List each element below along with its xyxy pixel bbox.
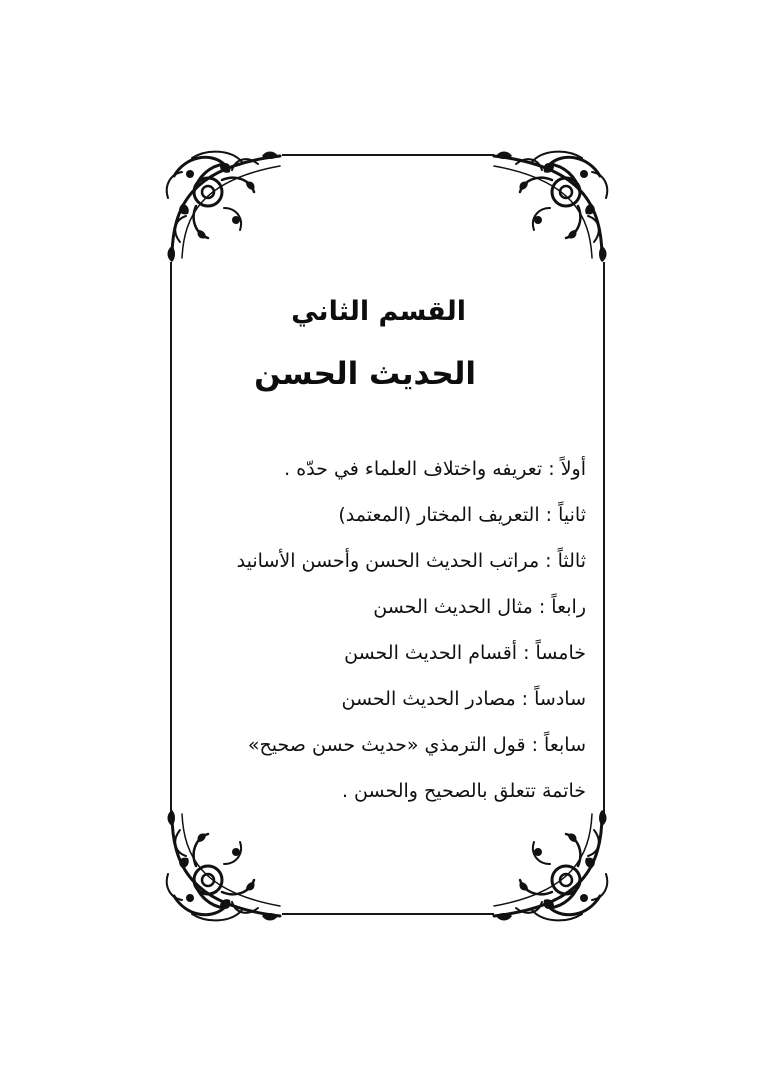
frame-right-line — [603, 262, 605, 822]
contents-item: ثانياً : التعريف المختار (المعتمد) — [338, 504, 586, 526]
corner-ornament-icon — [492, 806, 612, 926]
section-title: القسم الثاني — [291, 296, 466, 327]
corner-ornament-icon — [162, 146, 282, 266]
topic-title: الحديث الحسن — [254, 356, 476, 392]
frame-top-line — [282, 154, 494, 156]
contents-item: أولاً : تعريفه واختلاف العلماء في حدّه . — [284, 458, 586, 480]
contents-item: ثالثاً : مراتب الحديث الحسن وأحسن الأسانيد — [236, 550, 586, 572]
corner-ornament-icon — [492, 146, 612, 266]
contents-item: سابعاً : قول الترمذي «حديث حسن صحيح» — [247, 734, 586, 756]
frame-bottom-line — [282, 913, 494, 915]
corner-ornament-icon — [162, 806, 282, 926]
contents-item: سادساً : مصادر الحديث الحسن — [341, 688, 586, 710]
contents-item: رابعاً : مثال الحديث الحسن — [373, 596, 586, 618]
contents-item: خاتمة تتعلق بالصحيح والحسن . — [341, 780, 586, 802]
contents-item: خامساً : أقسام الحديث الحسن — [344, 642, 586, 664]
contents-list — [166, 446, 586, 814]
